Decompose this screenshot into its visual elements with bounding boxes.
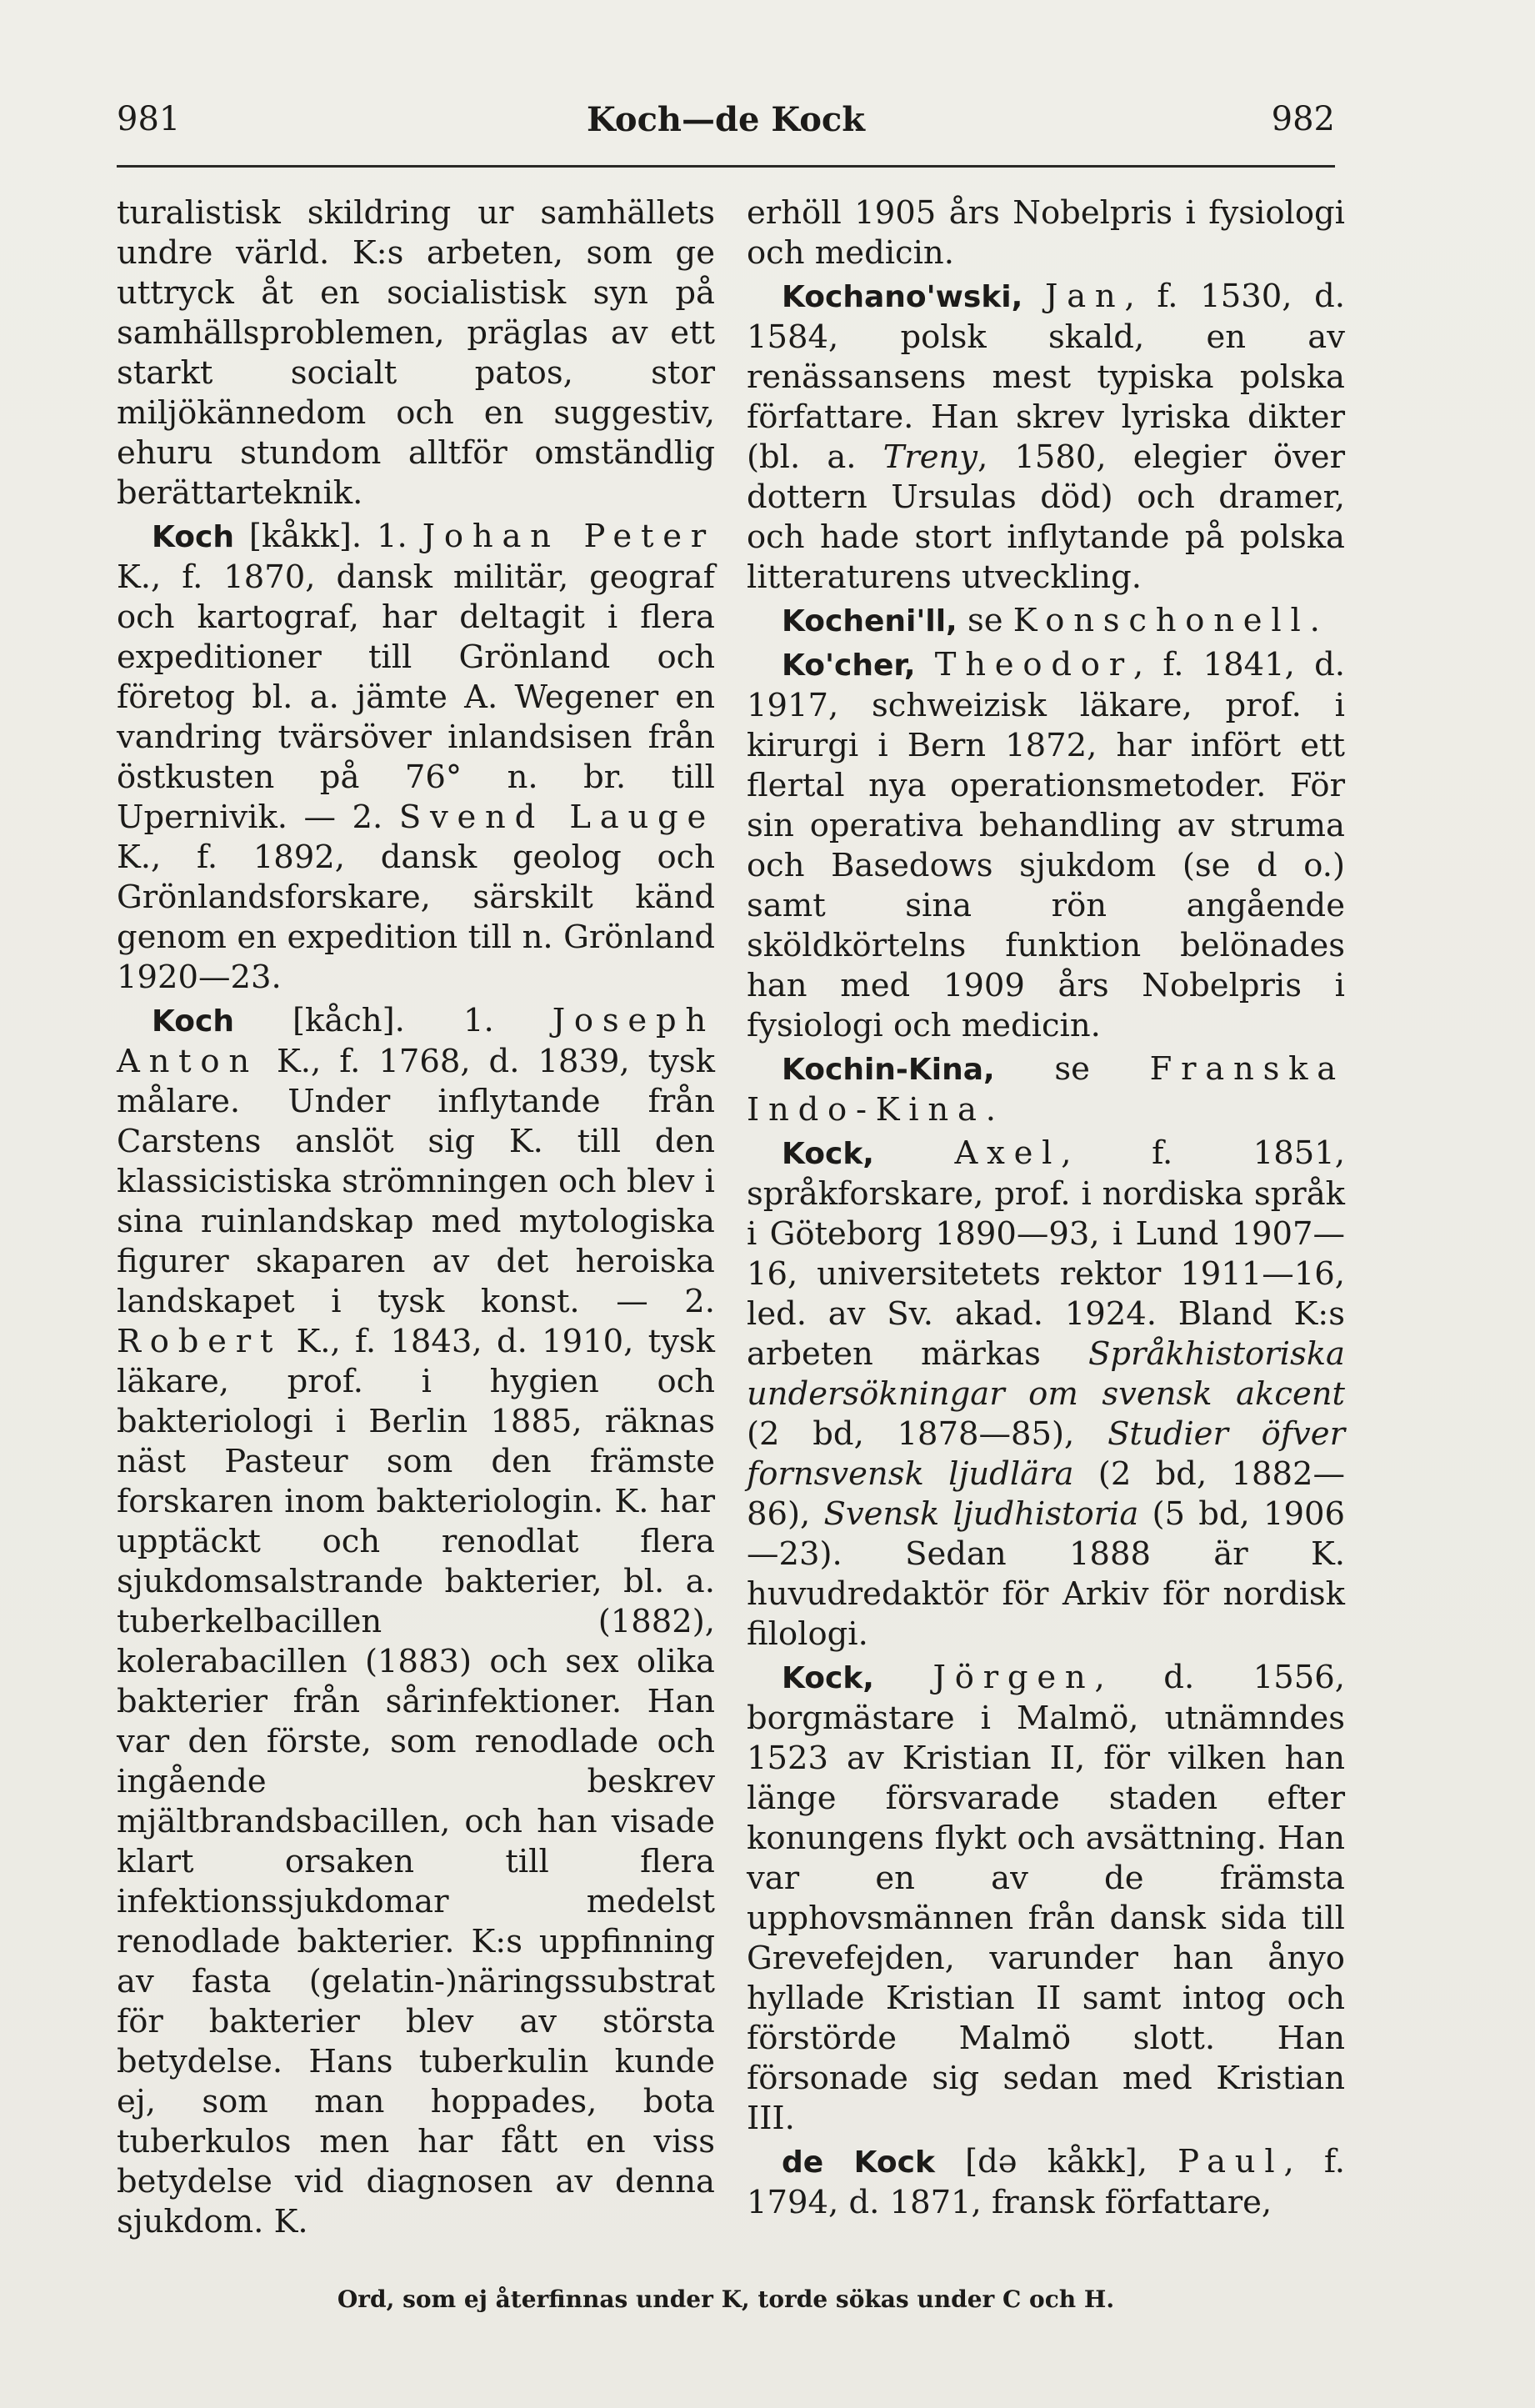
person-name: Joseph Anton [117,1002,715,1080]
entry-text: [kåkk]. 1. [233,518,422,555]
person-name: Paul [1178,2143,1284,2180]
headword: Kochano'wski, [782,280,1023,314]
entry-kochin-kina [747,1049,1345,1130]
entry-kochanowski [747,277,1345,598]
entry-text: K., f. 1768, d. 1839, tysk målare. Under inflytande från Carstens anslöt sig K. till den klassicistiska strömningen och blev i sina ruinlandskap med mytologiska figurer skaparen av det heroiska landskapet i tysk konst. — 2. [117,1043,715,1320]
work-title: Svensk ljudhistoria [823,1495,1139,1533]
entry-kock-jorgen [747,1658,1345,2139]
entry-kochenill [747,601,1345,642]
right-column [747,193,1345,2226]
entry-text: turalistisk skildring ur samhällets undre värld. K:s arbeten, som ge uttryck åt en socialistisk syn på samhällsproblemen, präglas av ett starkt socialt patos, stor miljökännedom och en suggestiv, ehuru stundom alltför omständlig berättarteknik. [117,194,715,512]
entry-text: . [985,1091,996,1129]
headword: Koch [152,1004,234,1039]
entry-text: [də kåkk], [934,2143,1178,2180]
entry-text: se [957,602,1013,639]
headword: Kochin-Kina, [782,1053,995,1087]
entry-text: [kåch]. 1. [233,1002,552,1039]
headword: Kocheni'll, [782,604,958,638]
person-name: Robert [117,1323,282,1360]
entry-continuation [747,193,1345,273]
entry-de-kock [747,2142,1345,2223]
cross-reference: Franska Indo-Kina [747,1050,1345,1129]
headword: Kock, [782,1137,874,1171]
entry-text: se [994,1050,1150,1088]
entry-text: , d. 1556, borgmästare i Malmö, utnämndes 1523 av Kristian II, för vilken han länge försvarade staden efter konungens flykt och avsättning. Han var en av de främsta upphovsmännen från dansk sida till Grevefejden, varunder han ånyo hyllade Kristian II samt intog och förstörde Malmö slott. Han försonade sig sedan med Kristian III. [747,1659,1345,2137]
entry-text: , f. 1851, språkforskare, prof. i nordiska språk i Göteborg 1890—93, i Lund 1907—16, universitetets rektor 1911—16, led. av Sv. akad. 1924. Bland K:s arbeten märkas [747,1134,1345,1373]
entry-text: K., f. 1892, dansk geolog och Grönlandsforskare, särskilt känd genom en expedition till n. Grönland 1920—23. [117,839,715,996]
entry-text: . [1309,602,1320,639]
headword: Kock, [782,1661,874,1695]
entry-koch-german [117,1001,715,2242]
running-title: Koch—de Kock [587,100,865,139]
entry-text: , f. 1530, d. 1584, polsk skald, en av renässansens mest typiska polska författare. Han skrev lyriska dikter (bl. a. [747,278,1345,476]
entry-text: , 1580, elegier över dottern Ursulas död) och dramer, och hade stort inflytande på polska litteraturens utveckling. [747,438,1345,596]
person-name: Axel [954,1134,1062,1172]
work-title: Treny [882,438,978,476]
headword: Koch [152,520,234,554]
work-title: Språkhistoriska undersökningar om svensk akcent [747,1335,1345,1413]
person-name: Theodor [934,646,1133,683]
entry-text: (5 bd, 1906—23). Sedan 1888 är K. huvudredaktör för Arkiv för nordisk filologi. [747,1495,1345,1653]
entry-koch-danish [117,517,715,998]
headword: Ko'cher, [782,648,916,683]
person-name: Jörgen [932,1659,1095,1696]
entry-text: K., f. 1843, d. 1910, tysk läkare, prof. i hygien och bakteriologi i Berlin 1885, räknas näst Pasteur som den främste forskaren inom bakteriologin. K. har upptäckt och renodlat flera sjukdomsalstrande bakterier, bl. a. tuberkelbacillen (1882), kolerabacillen (1883) och sex olika bakterier från sårinfektioner. Han var den förste, som renodlade och ingående beskrev mjältbrandsbacillen, och han visade klart orsaken till flera infektionssjukdomar medelst renodlade bakterier. K:s uppfinning av fasta (gelatin-)näringssubstrat för bakterier blev av största betydelse. Hans tuberkulin kunde ej, som man hoppades, bota tuberkulos men har fått en viss betydelse vid diagnosen av denna sjukdom. K. [117,1323,715,2240]
page-number-right: 982 [1271,100,1335,138]
entry-text: , f. 1841, d. 1917, schweizisk läkare, prof. i kirurgi i Bern 1872, har infört ett flertal nya operationsmetoder. För sin operativa behandling av struma och Basedows sjukdom (se d o.) samt sina rön angående sköldkörtelns funktion belönades han med 1909 års Nobelpris i fysiologi och medicin. [747,646,1345,1044]
entry-text: erhöll 1905 års Nobelpris i fysiologi och medicin. [747,194,1345,272]
person-name: Johan Peter [422,518,715,555]
entry-kocher [747,645,1345,1046]
page-footer-note: Ord, som ej återfinnas under K, torde sökas under C och H. [337,2285,1115,2313]
page-number-left: 981 [117,100,181,138]
entry-text: (2 bd, 1882—86), [747,1455,1345,1533]
cross-reference: Konschonell [1012,602,1310,639]
entry-text: K., f. 1870, dansk militär, geograf och kartograf, har deltagit i flera expeditioner till Grönland och företog bl. a. jämte A. Wegener en vandring tvärsöver inlandsisen från östkusten på 76° n. br. till Upernivik. — 2. [117,558,715,836]
work-title: Studier öfver fornsvensk ljudlära [747,1415,1345,1493]
person-name: Svend Lauge [398,798,716,836]
entry-text: , f. 1794, d. 1871, fransk författare, [747,2143,1345,2221]
left-column [117,193,715,2245]
entry-text: (2 bd, 1878—85), [747,1415,1108,1453]
page-header [117,100,1335,158]
header-rule [117,165,1335,168]
entry-continuation [117,193,715,513]
person-name: Jan [1044,278,1125,315]
entry-kock-axel [747,1134,1345,1655]
headword: de Kock [782,2145,935,2180]
